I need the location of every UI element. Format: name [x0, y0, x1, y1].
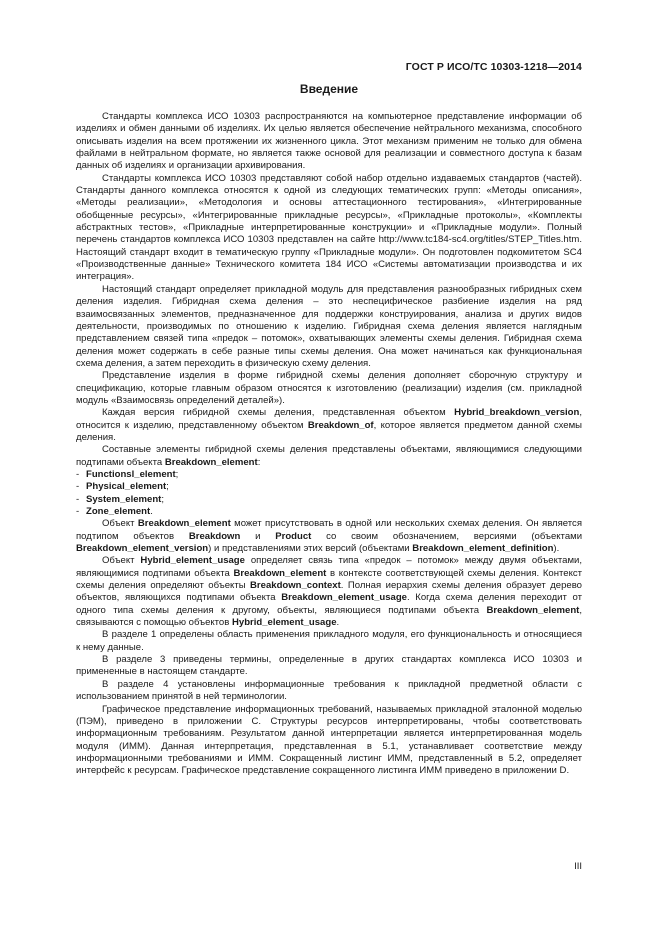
entity-name: Functionsl_element [86, 468, 176, 480]
subtype-list [76, 469, 582, 518]
entity-name: Hybrid_element_usage [231, 617, 337, 629]
entity-name: Zone_element [86, 506, 151, 517]
paragraph: Представление изделия в форме гибридной схемы деления дополняет сборочную структуру и спецификацию, которые главным образом относятся к изготовлению (реализации) изделия (см. прикладной модуль «Взаимосвязь определений деталей»). [76, 370, 582, 406]
entity-name: Breakdown_element [233, 567, 327, 579]
entity-name: Breakdown_context [250, 580, 341, 592]
paragraph: Настоящий стандарт определяет прикладной модуль для представления разнообразных гибридных схем деления изделия. Гибридная схема деления – это неспецифическое разбиение изделия на ряд взаимосвязанных элементов, предназначенное для поддержки конструирования, анализа и других видов деятельности, производимых по отношению к изделию. Гибридная схема деления является наглядным представлением связей типа «предок – потомок», охватывающих элементы схемы деления. Гибридная схема деления может содержать в себе разные типы схемы деления. Она может начинаться как функциональная схема деления, а затем переходить в физическую схему деления. [76, 283, 582, 369]
entity-name: Breakdown_element_usage [281, 592, 407, 604]
document-header-code: ГОСТ Р ИСО/ТС 10303-1218—2014 [405, 61, 582, 73]
paragraph: Объект Hybrid_element_usage определяет связь типа «предок – потомок» между двумя объектами, являющимися подтипами объекта Breakdown_element в контексте соответствующей схемы деления. Контекст схемы деления определяют объекты Breakdown_context. Полная иерархия схемы деления образует дерево объектов, являющихся подтипами объекта Breakdown_element_usage. Когда схема деления переходит от одного типа схемы деления к другому, объекты, являющиеся подтипами объекта Breakdown_element, связываются с помощью объектов Hybrid_element_usage. [76, 555, 582, 629]
paragraph: В разделе 3 приведены термины, определенные в других стандартах комплекса ИСО 10303 и примененные в настоящем стандарте. [76, 654, 582, 678]
entity-name: Breakdown_element_version [76, 543, 209, 555]
paragraph: В разделе 4 установлены информационные требования к прикладной предметной области с использованием принятой в ней терминологии. [76, 678, 582, 703]
entity-name: Breakdown_of [307, 419, 374, 431]
entity-name: Hybrid_element_usage [140, 555, 245, 567]
entity-name: Breakdown_element_definition [412, 543, 554, 555]
paragraph: Составные элементы гибридной схемы деления представлены объектами, являющимися следующими подтипами объекта Breakdown_element: [76, 444, 582, 468]
entity-name: Breakdown_element [164, 456, 258, 468]
document-body [76, 111, 582, 778]
entity-name: Breakdown_element [137, 518, 231, 530]
paragraph: В разделе 1 определены область применения прикладного модуля, его функциональность и относящиеся к нему данные. [76, 629, 582, 653]
entity-name: System_element [86, 493, 162, 505]
section-title: Введение [299, 82, 359, 96]
entity-name: Breakdown [188, 530, 241, 542]
paragraph: Стандарты комплекса ИСО 10303 распространяются на компьютерное представление информации об изделиях и обмен данными об изделиях. Их целью является обеспечение нейтрального механизма, способного описывать изделия на всем протяжении их жизненного цикла. Этот механизм применим не только для обмена файлами в нейтральном формате, но является также основой для реализации и совместного доступа к базам данных об изделиях и организации архивирования. [76, 111, 582, 172]
entity-name: Hybrid_breakdown_version [454, 407, 580, 419]
list-item: - Zone_element. [76, 506, 153, 517]
entity-name: Product [275, 530, 312, 542]
paragraph: Стандарты комплекса ИСО 10303 представляют собой набор отдельно издаваемых стандартов (частей). Стандарты данного комплекса относятся к одной из следующих тематических групп: «Методы описания», «Методы реализации», «Методология и основы аттестационного тестирования», «Интегрированные обобщенные ресурсы», «Интегрированные прикладные ресурсы», «Прикладные протоколы», «Комплекты абстрактных тестов», «Прикладные интерпретированные конструкции» и «Прикладные модули». Полный перечень стандартов комплекса ИСО 10303 представлен на сайте http://www.tc184-sc4.org/titles/STEP_Titles.htm. Настоящий стандарт входит в тематическую группу «Прикладные модули». Он подготовлен подкомитетом SC4 «Производственные данные» Технического комитета 184 ИСО «Системы автоматизации производства и их интеграция». [76, 172, 582, 283]
entity-name: Physical_element [86, 481, 167, 493]
paragraph: Графическое представление информационных требований, называемых прикладной эталонной моделью (ПЭМ), приведено в приложении C. Структуры ресурсов интерпретированы, чтобы соответствовать информационным требованиям. Результатом данной интерпретации является интерпретированная модель модуля (ИММ). Данная интерпретация, представленная в 5.1, устанавливает соответствие между информационными требованиями и ИММ. Сокращенный листинг ИММ, представленный в 5.2, определяет интерфейс к ресурсам. Графическое представление сокращенного листинга ИММ приведено в приложении D. [76, 703, 582, 777]
page-number: III [574, 861, 582, 872]
list-item: - Functionsl_element; [76, 468, 179, 480]
paragraph: Объект Breakdown_element может присутствовать в одной или нескольких схемах деления. Он является подтипом объектов Breakdown и Product со своим обозначением, версиями (объектами Breakdown_element_version) и представлениями этих версий (объектами Breakdown_element_definition). [76, 518, 583, 555]
list-item: - System_element; [76, 493, 165, 505]
list-item: - Physical_element; [76, 481, 169, 493]
entity-name: Breakdown_element [486, 604, 580, 616]
paragraph: Каждая версия гибридной схемы деления, представленная объектом Hybrid_breakdown_version, относится к изделию, представленному объектом Breakdown_of, которое является предметом данной схемы деления. [76, 407, 582, 443]
